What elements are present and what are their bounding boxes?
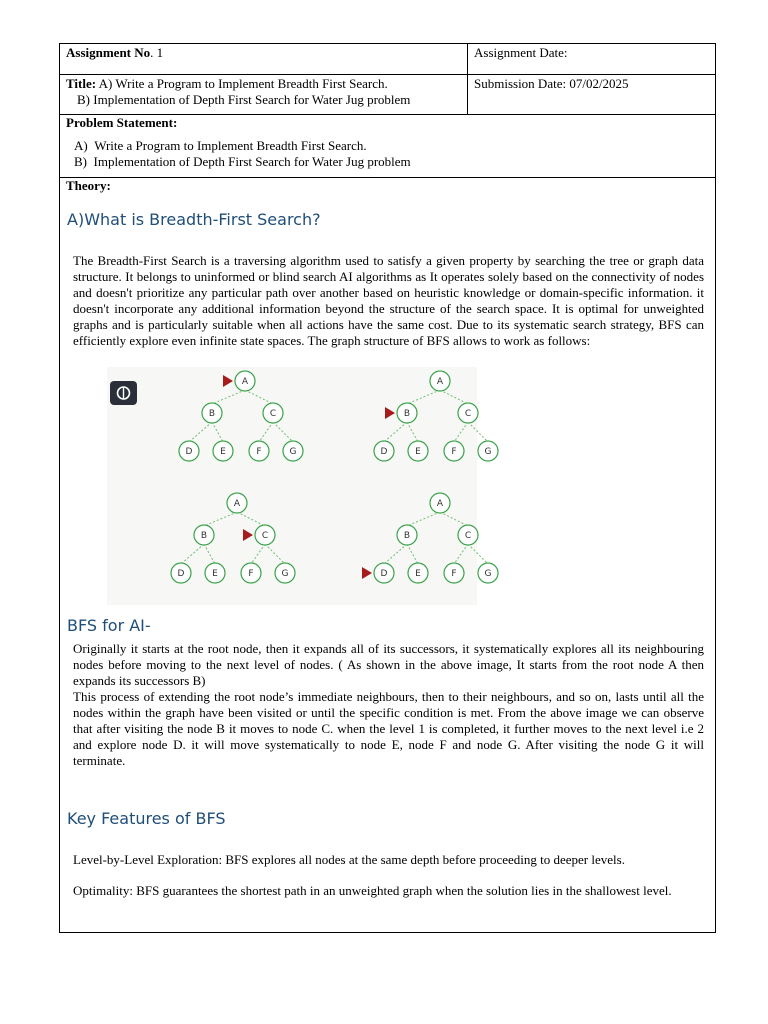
tree-node-label: F	[256, 447, 262, 457]
bfs-ai-paragraph	[73, 641, 704, 769]
current-node-pointer-icon	[385, 407, 395, 419]
tree-edge	[407, 390, 440, 404]
tree-node-label: G	[289, 447, 297, 457]
problem-item-b	[74, 154, 411, 170]
tree-node-label: C	[269, 409, 277, 419]
assignment-no-label: Assignment No	[66, 45, 151, 60]
tree-edge	[454, 422, 468, 442]
tree-node-label: G	[281, 569, 289, 579]
tree-node-label: B	[403, 531, 411, 541]
tree-node-label: E	[415, 447, 421, 457]
heading-bfs-for-ai: BFS for AI-	[67, 616, 151, 635]
bfs-intro-paragraph	[73, 253, 704, 349]
current-node-pointer-icon	[362, 567, 372, 579]
tree-node-label: F	[451, 569, 457, 579]
tree-edge	[468, 544, 488, 564]
tree-edge	[259, 422, 273, 442]
row-divider	[60, 177, 715, 178]
tree-node-label: F	[451, 447, 457, 457]
tree-node-label: G	[484, 447, 492, 457]
tree-edge	[189, 422, 212, 442]
tree-node-label: A	[241, 377, 249, 387]
tree-edge	[212, 390, 245, 404]
tree-edge	[454, 544, 468, 564]
row-divider	[60, 74, 715, 75]
bfs-tree-figure	[107, 367, 492, 605]
tree-node-label: A	[436, 377, 444, 387]
assignment-date: Assignment Date:	[474, 45, 568, 60]
tree-edge	[212, 422, 223, 442]
assignment-no	[66, 45, 163, 61]
problem-item-a	[74, 138, 367, 154]
problem-marker-b: B)	[74, 154, 87, 169]
problem-text-a: Write a Program to Implement Breadth First Search.	[94, 138, 367, 153]
title-line-1	[66, 76, 388, 92]
feature-optimality-text: Optimality: BFS guarantees the shortest path in an unweighted graph when the solution lies in the shallowest level.	[73, 883, 672, 898]
assignment-sheet	[59, 43, 716, 933]
bfs-intro-text: The Breadth-First Search is a traversing algorithm used to satisfy a given property by searching the tree or graph data structure. It belongs to uninformed or blind search AI algorithms as It operates solely based on the connectivity of nodes and doesn't prioritize any particular path over another based on heuristic knowledge or domain-specific information. it doesn't incorporate any additional information beyond the structure of the search space. It is optimal for unweighted graphs and is particularly suitable when all actions have the same cost. Due to its systematic search strategy, BFS can efficiently explore even infinite state spaces. The graph structure of BFS allows to work as follows:	[73, 253, 704, 348]
tree-node-label: C	[464, 409, 472, 419]
title-label: Title:	[66, 76, 97, 91]
problem-text-b: Implementation of Depth First Search for Water Jug problem	[93, 154, 411, 169]
bfs-ai-text-1: Originally it starts at the root node, then it expands all of its successors, it systematically explores all its neighbouring nodes before moving to the next level of nodes. ( As shown in the above image, It starts from the root node A then expands its successors B)	[73, 641, 704, 688]
tree-edge	[407, 544, 418, 564]
tree-edge	[468, 422, 488, 442]
assignment-no-sep: .	[150, 45, 154, 60]
current-node-pointer-icon	[223, 375, 233, 387]
tree-node-label: B	[208, 409, 216, 419]
tree-node-label: C	[261, 531, 269, 541]
bfs-tree-svg	[107, 367, 492, 605]
bfs-tree-panel-1	[179, 371, 303, 461]
current-node-pointer-icon	[243, 529, 253, 541]
tree-edge	[181, 544, 204, 564]
assignment-no-value: 1	[156, 45, 164, 60]
bfs-tree-panel-2	[374, 371, 498, 461]
theory-label	[66, 178, 111, 194]
tree-edge	[251, 544, 265, 564]
feature-optimality	[73, 883, 704, 899]
tree-node-label: D	[185, 447, 193, 457]
tree-node-label: B	[200, 531, 208, 541]
tree-edge	[204, 544, 215, 564]
title-text-1: A) Write a Program to Implement Breadth First Search.	[98, 76, 388, 91]
tree-edge	[384, 422, 407, 442]
tree-node-label: E	[220, 447, 226, 457]
figure-badge-icon	[110, 381, 137, 405]
tree-edge	[204, 512, 237, 526]
problem-statement-label	[66, 115, 177, 131]
submission-date: Submission Date: 07/02/2025	[474, 76, 629, 91]
tree-node-label: D	[380, 569, 388, 579]
feature-level-text: Level-by-Level Exploration: BFS explores all nodes at the same depth before proceeding to deeper levels.	[73, 852, 625, 867]
problem-marker-a: A)	[74, 138, 88, 153]
bfs-tree-panel-4	[362, 493, 498, 583]
feature-level-by-level	[73, 852, 704, 868]
tree-edge	[265, 544, 285, 564]
tree-edge	[407, 422, 418, 442]
tree-node-label: D	[177, 569, 185, 579]
tree-edge	[245, 390, 273, 404]
tree-node-label: E	[415, 569, 421, 579]
tree-edge	[237, 512, 265, 526]
tree-node-label: C	[464, 531, 472, 541]
tree-edge	[440, 512, 468, 526]
column-divider	[467, 44, 468, 115]
tree-node-label: A	[233, 499, 241, 509]
tree-edge	[407, 512, 440, 526]
heading-key-features: Key Features of BFS	[67, 809, 226, 828]
bfs-tree-panel-3	[171, 493, 295, 583]
problem-label-text: Problem Statement:	[66, 115, 178, 130]
tree-edge	[384, 544, 407, 564]
tree-node-label: F	[248, 569, 254, 579]
tree-node-label: E	[212, 569, 218, 579]
tree-node-label: G	[484, 569, 492, 579]
tree-edge	[273, 422, 293, 442]
tree-node-label: A	[436, 499, 444, 509]
tree-edge	[440, 390, 468, 404]
theory-label-text: Theory:	[66, 178, 111, 193]
tree-node-label: B	[403, 409, 411, 419]
tree-node-label: D	[380, 447, 388, 457]
heading-what-is-bfs: A)What is Breadth-First Search?	[67, 210, 321, 229]
title-line-2: B) Implementation of Depth First Search for Water Jug problem	[77, 92, 411, 107]
bfs-ai-text-2: This process of extending the root node’s immediate neighbours, then to their neighbours, and so on, lasts until all the nodes within the graph have been visited or until the specific condition is met. From the above image we can observe that after visiting the node B it moves to node C. when the level 1 is completed, it further moves to the next level i.e 2 and explore node D. it will move systematically to node E, node F and node G. After visiting the node G it will terminate.	[73, 689, 704, 768]
